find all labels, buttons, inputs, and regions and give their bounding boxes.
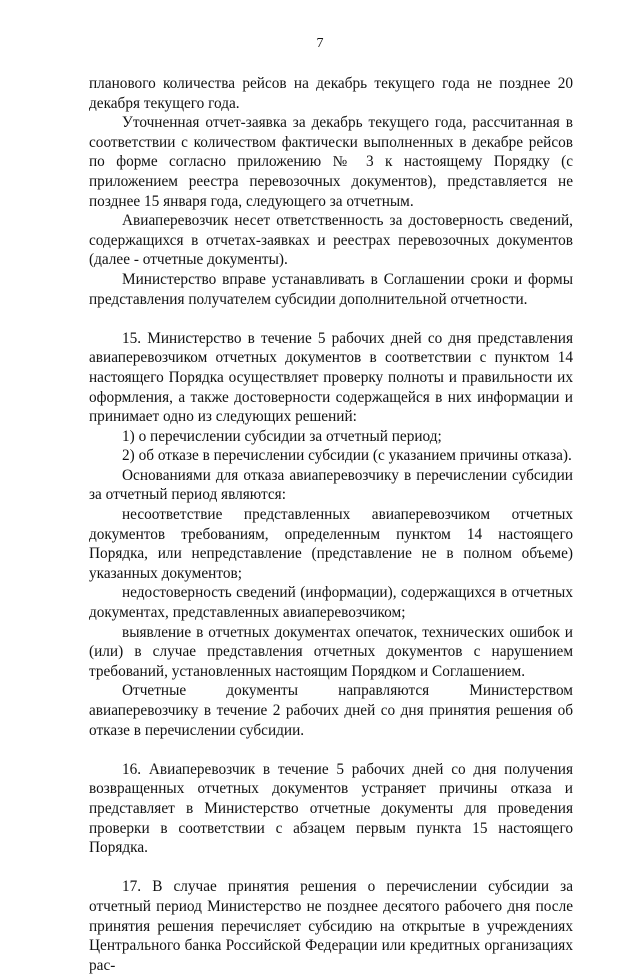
paragraph-december-report: Уточненная отчет-заявка за декабрь текущего года, рассчитанная в соответствии с количеством фактически выполненных в декабре рейсов по форме согласно приложению № 3 к настоящему Порядку (с приложением реестра перевозочных документов), представляется не позднее 15 января года, следующего за отчетным. [89, 114, 573, 210]
page-number: 7 [316, 36, 324, 51]
paragraph-ground-unreliability: недостоверность сведений (информации), содержащихся в отчетных документах, представленных авиаперевозчиком; [89, 584, 573, 622]
paragraph-documents-returned: Отчетные документы направляются Министерством авиаперевозчику в течение 2 рабочих дней со дня принятия решения об отказе в перечислении субсидии. [89, 682, 573, 739]
paragraph-decision-2: 2) об отказе в перечислении субсидии (с указанием причины отказа). [122, 447, 572, 465]
paragraph-item-17: 17. В случае принятия решения о перечислении субсидии за отчетный период Министерство не позднее десятого рабочего дня после принятия решения перечисляет субсидию на открытые в учреждениях Центрального банка Российской Федерации или кредитных организациях рас- [89, 878, 573, 974]
paragraph-refusal-grounds: Основаниями для отказа авиаперевозчику в перечислении субсидии за отчетный период являются: [89, 466, 573, 504]
paragraph-ground-nonconformity: несоответствие представленных авиаперевозчиком отчетных документов требованиям, определенным пунктом 14 настоящего Порядка, или непредставление (представление не в полном объеме) указанных документов; [89, 506, 573, 582]
paragraph-continuation: планового количества рейсов на декабрь текущего года не позднее 20 декабря текущего года. [89, 75, 573, 112]
paragraph-item-15: 15. Министерство в течение 5 рабочих дней со дня представления авиаперевозчиком отчетных документов в соответствии с пунктом 14 настоящего Порядка осуществляет проверку полноты и правильности их оформления, а также достоверности содержащейся в них информации и принимает одно из следующих решений: [89, 329, 573, 426]
paragraph-item-16: 16. Авиаперевозчик в течение 5 рабочих дней со дня получения возвращенных отчетных документов устраняет причины отказа и представляет в Министерство отчетные документы для проведения проверки в соответствии с абзацем первым пункта 15 настоящего Порядка. [89, 760, 573, 857]
body-text [89, 74, 573, 975]
paragraph-additional-reporting: Министерство вправе устанавливать в Соглашении сроки и формы представления получателем субсидии дополнительной отчетности. [89, 270, 573, 308]
paragraph-ground-errors: выявление в отчетных документах опечаток, технических ошибок и (или) в случае представления отчетных документов с нарушением требований, установленных настоящим Порядком и Соглашением. [89, 623, 573, 680]
paragraph-decision-1: 1) о перечислении субсидии за отчетный период; [122, 427, 442, 445]
paragraph-carrier-responsibility: Авиаперевозчик несет ответственность за достоверность сведений, содержащихся в отчетах-заявках и реестрах перевозочных документов (далее - отчетные документы). [89, 212, 573, 269]
